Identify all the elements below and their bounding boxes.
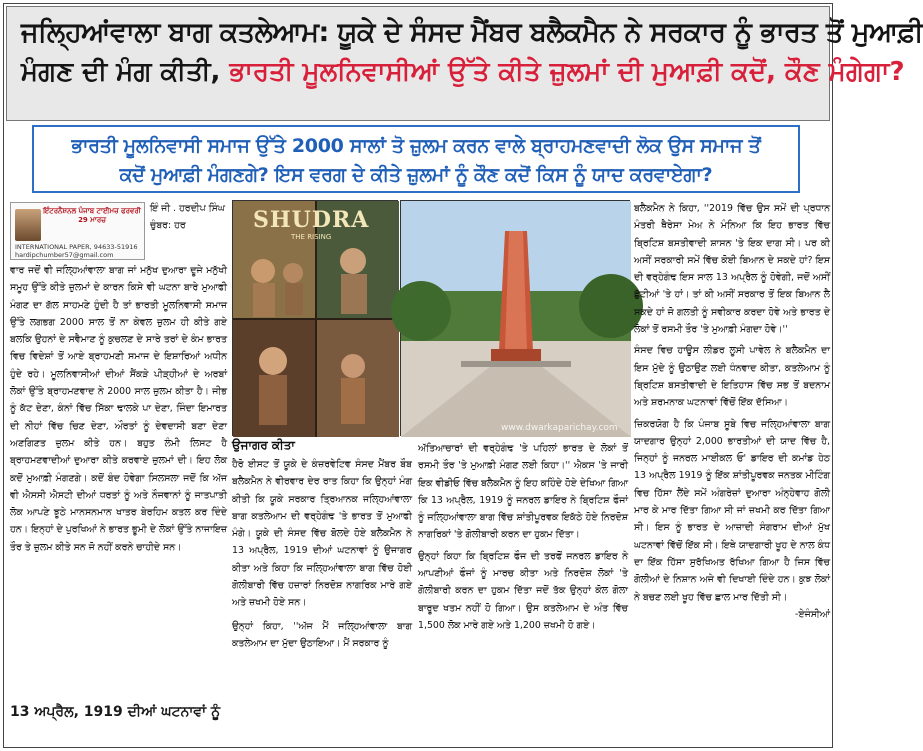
column-2 — [232, 456, 412, 652]
subheading-line1: ਭਾਰਤੀ ਮੂਲਨਿਵਾਸੀ ਸਮਾਜ ਉੱਤੇ 2000 ਸਾਲਾਂ ਤੋ ਜ਼ੁਲਮ ਕਰਨ ਵਾਲੇ ਬ੍ਰਾਹਮਣਵਾਦੀ ਲੋਕ ਉਸ ਸਮਾਜ ਤੋਂ — [71, 135, 761, 157]
column-4 — [634, 200, 830, 623]
column-2-body-2: ਉਨ੍ਹਾਂ ਕਿਹਾ, ''ਅੱਜ ਮੈਂ ਜਲ੍ਹਿਆਂਵਾਲਾ ਬਾਗ ਕਤਲੇਆਮ ਦਾ ਮੁੱਦਾ ਉਠਾਇਆ। ਮੈਂ ਸਰਕਾਰ ਨੂੰ — [232, 620, 412, 649]
column-4-body-3: ਜ਼ਿਕਰਯੋਗ ਹੈ ਕਿ ਪੰਜਾਬ ਸੂਬੇ ਵਿਚ ਜਲ੍ਹਿਆਂਵਾਲਾ ਬਾਗ ਯਾਦਗਾਰ ਉਨ੍ਹਾਂ 2,000 ਭਾਰਤੀਆਂ ਦੀ ਯਾਦ ਵਿੱਚ ਹੈ, ਜਿਨ੍ਹਾਂ ਨੂੰ ਜਨਰਲ ਮਾਈਕਲ ਓ' ਡਾਇਰ ਦੀ ਕਮਾਂਡ ਹੇਠ 13 ਅਪ੍ਰੈਲ 1919 ਨੂੰ ਇੱਕ ਸ਼ਾਂਤੀਪੂਰਵਕ ਜਨਤਕ ਮੀਟਿੰਗ ਵਿਚ ਹਿੱਸਾ ਲੈਂਦੇ ਸਮੇਂ ਅੰਗਰੇਜ਼ਾਂ ਦੁਆਰਾ ਅੰਨ੍ਹੇਵਾਹ ਗੋਲੀ ਮਾਰ ਕੇ ਮਾਰ ਦਿੱਤਾ ਗਿਆ ਸੀ ਜਾਂ ਜ਼ਖਮੀ ਕਰ ਦਿੱਤਾ ਗਿਆ ਸੀ। ਇਸ ਨੂੰ ਭਾਰਤ ਦੇ ਆਜ਼ਾਦੀ ਸੰਗਰਾਮ ਦੀਆਂ ਮੁੱਖ ਘਟਨਾਵਾਂ ਵਿੱਚੋਂ ਇੱਕ ਸੀ। ਇਥੇ ਯਾਦਗਾਰੀ ਖੂਹ ਦੇ ਨਾਲ ਕੰਧ ਦਾ ਇੱਕ ਹਿੱਸਾ ਸੁਰੱਖਿਅਤ ਰੱਖਿਆ ਗਿਆ ਹੈ ਜਿਸ ਵਿੱਚ ਗੋਲੀਆਂ ਦੇ ਨਿਸ਼ਾਨ ਅਜੇ ਵੀ ਦਿਖਾਈ ਦਿੰਦੇ ਹਨ। ਕੁਝ ਲੋਕਾਂ ਨੇ ਬਚਣ ਲਈ ਖੂਹ ਵਿੱਚ ਛਾਲ ਮਾਰ ਦਿੱਤੀ ਸੀ। — [634, 418, 830, 603]
column-4-signoff: -ਏਜੰਸੀਆਂ — [794, 608, 830, 620]
image-caption: ਉਜਾਗਰ ਕੀਤਾ — [232, 438, 295, 452]
memorial-artwork — [401, 201, 631, 437]
headline-line2-red: ਭਾਰਤੀ ਮੂਲਨਿਵਾਸੀਆਂ ਉੱਤੇ ਕੀਤੇ ਜ਼ੁਲਮਾਂ ਦੀ ਮੁਆਫ਼ੀ ਕਦੋਂ, ਕੌਣ ਮੰਗੇਗਾ? — [229, 57, 905, 87]
headline-line1: ਜਲ੍ਹਿਆਂਵਾਲਾ ਬਾਗ ਕਤਲੇਆਮ: ਯੂਕੇ ਦੇ ਸੰਸਦ ਮੈਂਬਰ ਬਲੈਕਮੈਨ ਨੇ ਸਰਕਾਰ ਨੂੰ ਭਾਰਤ ਤੋਂ ਮੁਆਫ਼ੀ — [21, 17, 923, 48]
memorial-photo — [400, 200, 630, 436]
column-4-body-2: ਸੰਸਦ ਵਿਚ ਹਾਊਸ ਲੀਡਰ ਲੂਸੀ ਪਾਵੇਲ ਨੇ ਬਲੈਕਮੈਨ ਦਾ ਇਸ ਮੁੱਦੇ ਨੂੰ ਉਠਾਉਣ ਲਈ ਧੰਨਵਾਦ ਕੀਤਾ, ਕਤਲੇਆਮ ਨੂੰ ਬ੍ਰਿਟਿਸ਼ ਬਸਤੀਵਾਦੀ ਦੇ ਇਤਿਹਾਸ ਵਿੱਚ ਸਭ ਤੋਂ ਬਦਨਾਮ ਅਤੇ ਸ਼ਰਮਨਾਕ ਘਟਨਾਵਾਂ ਵਿੱਚੋਂ ਇੱਕ ਦੱਸਿਆ। — [634, 345, 830, 409]
column-4-body: ਬਲੈਕਮੈਨ ਨੇ ਕਿਹਾ, ''2019 ਵਿੱਚ ਉਸ ਸਮੇਂ ਦੀ ਪ੍ਰਧਾਨ ਮੰਤਰੀ ਥੈਰੇਸਾ ਮੇਅ ਨੇ ਮੰਨਿਆ ਕਿ ਇਹ ਭਾਰਤ ਵਿੱਚ ਬ੍ਰਿਟਿਸ਼ ਬਸਤੀਵਾਦੀ ਸ਼ਾਸਨ 'ਤੇ ਇਕ ਦਾਗ ਸੀ। ਪਰ ਕੀ ਅਸੀਂ ਸਰਕਾਰੀ ਸਮੇਂ ਵਿੱਚ ਕੋਈ ਬਿਆਨ ਦੇ ਸਕਦੇ ਹਾਂ? ਇਸ ਦੀ ਵਰ੍ਹੇਗੰਢ ਇਸ ਸਾਲ 13 ਅਪ੍ਰੈਲ ਨੂੰ ਹੋਵੇਗੀ, ਜਦੋਂ ਅਸੀਂ ਛੁੱਟੀਆਂ 'ਤੇ ਹਾਂ। ਤਾਂ ਕੀ ਅਸੀਂ ਸਰਕਾਰ ਤੋਂ ਇਕ ਬਿਆਨ ਲੈ ਸਕਦੇ ਹਾਂ ਜੋ ਗਲਤੀ ਨੂੰ ਸਵੀਕਾਰ ਕਰਦਾ ਹੋਵੇ ਅਤੇ ਭਾਰਤ ਦੇ ਲੋਕਾਂ ਤੋਂ ਰਸਮੀ ਤੌਰ 'ਤੇ ਮੁਆਫ਼ੀ ਮੰਗਦਾ ਹੋਵੇ।'' — [634, 203, 830, 336]
column-1-footer: 13 ਅਪ੍ਰੈਲ, 1919 ਦੀਆਂ ਘਟਨਾਵਾਂ ਨੂੰ — [10, 704, 221, 720]
byline-phone: INTERNATIONAL PAPER, 94633-51916 — [15, 243, 138, 251]
column-1-body: ਵਾਰ ਜਦੋਂ ਵੀ ਜਲ੍ਹਿਆਂਵਾਲਾ ਬਾਗ ਜਾਂ ਮਨੁੱਖ ਦੁਆਰਾ ਦੂਜੇ ਮਨੁੱਖੀ ਸਮੂਹ ਉੱਤੇ ਕੀਤੇ ਜ਼ੁਲਮਾਂ ਦੇ ਕਾਰਨ ਕਿਸੇ ਵੀ ਘਟਨਾ ਬਾਰੇ ਮੁਆਫੀ ਮੰਗਣ ਦਾ ਗੱਲ ਸਾਹਮਣੇ ਹੁੰਦੀ ਹੈ ਤਾਂ ਭਾਰਤੀ ਮੂਲਨਿਵਾਸੀ ਸਮਾਜ ਉੱਤੇ ਲਗਭਗ 2000 ਸਾਲ ਤੋਂ ਨਾ ਕੇਵਲ ਜ਼ੁਲਮ ਹੀ ਕੀਤੇ ਗਏ ਬਲਕਿ ਉਹਨਾਂ ਦੇ ਸਵੈਮਾਣ ਨੂੰ ਕੁਚਲਣ ਦੇ ਸਾਰੇ ਤਰਾਂ ਦੇ ਕੰਮ ਭਾਰਤ ਵਿਚ ਵਿਦੇਸ਼ਾਂ ਤੋਂ ਆਏ ਬ੍ਰਾਹਮਣੀ ਸਮਾਜ ਦੇ ਇਸ਼ਾਰਿਆਂ ਅਧੀਨ ਹੁੰਦੇ ਰਹੇ। ਮੂਲਨਿਵਾਸੀਆਂ ਦੀਆਂ ਸੈਂਕੜੇ ਪੀੜ੍ਹੀਆਂ ਦੇ ਅਰਬਾਂ ਲੋਕਾਂ ਉੱਤੇ ਬ੍ਰਾਹਮਣਵਾਦ ਨੇ 2000 ਸਾਲ ਜ਼ੁਲਮ ਕੀਤਾ ਹੈ। ਜੀਭ ਨੂੰ ਕੱਟ ਦੇਣਾ, ਕੰਨਾਂ ਵਿੱਚ ਸਿੱਕਾ ਢਾਲਕੇ ਪਾ ਦੇਣਾ, ਜਿੰਦਾ ਇਮਾਰਤ ਦੀ ਨੀਹਾਂ ਵਿੱਚ ਚਿਣ ਦੇਣਾ, ਔਰਤਾਂ ਨੂੰ ਦੇਵਦਾਸੀ ਬਣਾ ਦੇਣਾ ਅਣਗਿਣਤ ਜ਼ੁਲਮ ਕੀਤੇ ਹਨ। ਬਹੁਤ ਲੰਮੀ ਲਿਸਟ ਹੈ ਬ੍ਰਾਹਮਣਵਾਦੀਆਂ ਦੁਆਰਾ ਕੀਤੇ ਕਰਵਾਏ ਜ਼ੁਲਮਾਂ ਦੀ। ਇਹ ਲੋਕ ਕਦੋਂ ਮੁਆਫ਼ੀ ਮੰਗਣਗੇ। ਕਦੋਂ ਬੰਦ ਹੋਵੇਗਾ ਸਿਲਸਲਾ ਜਦੋਂ ਕਿ ਅੱਜ ਵੀ ਐਸਸੀ ਐਸਟੀ ਦੀਆਂ ਧਰਤਾਂ ਨੂੰ ਅਤੇ ਨੌਜਵਾਨਾਂ ਨੂੰ ਜਾਤਪਾਤੀ ਲੋਕ ਆਪਣੇ ਝੂਠੇ ਮਾਨਸਨਮਾਨ ਖਾਤਰ ਬੇਰਹਿਮ ਕਤਲ ਕਰ ਦਿੰਦੇ ਹਨ। ਇਨ੍ਹਾਂ ਦੇ ਪੁਰਖਿਆਂ ਨੇ ਭਾਰਤ ਭੂਮੀ ਦੇ ਲੋਕਾਂ ਉੱਤੇ ਨਾਜਾਇਜ਼ ਤੌਰ ਤੇ ਜ਼ੁਲਮ ਕੀਤੇ ਸਨ ਜੋ ਨਹੀਂ ਕਰਨੇ ਚਾਹੀਦੇ ਸਨ। — [10, 265, 227, 553]
subheading-box — [32, 125, 800, 193]
column-3-body-2: ਉਨ੍ਹਾਂ ਕਿਹਾ ਕਿ ਬ੍ਰਿਟਿਸ਼ ਫੌਜ ਦੀ ਤਰਫੋਂ ਜਨਰਲ ਡਾਇਰ ਨੇ ਆਪਣੀਆਂ ਫੌਜਾਂ ਨੂੰ ਮਾਰਚ ਕੀਤਾ ਅਤੇ ਨਿਰਦੋਸ਼ ਲੋਕਾਂ 'ਤੇ ਗੋਲੀਬਾਰੀ ਕਰਨ ਦਾ ਹੁਕਮ ਦਿੱਤਾ ਜਦੋਂ ਤੱਕ ਉਨ੍ਹਾਂ ਕੋਲ ਗੋਲਾ ਬਾਰੂਦ ਖਤਮ ਨਹੀਂ ਹੋ ਗਿਆ। ਉਸ ਕਤਲੇਆਮ ਦੇ ਅੰਤ ਵਿੱਚ 1,500 ਲੋਕ ਮਾਰੇ ਗਏ ਅਤੇ 1,200 ਜ਼ਖਮੀ ਹੋ ਗਏ। — [418, 550, 628, 631]
byline — [10, 200, 227, 262]
byline-banner: ਇੰਟਰਨੈਸ਼ਨਲ ਪੰਜਾਬ ਟਾਈਮਜ਼ ਫਰਵਰੀ 29 ਮਾਰਚ — [43, 207, 141, 224]
subheading-line2: ਕਦੋਂ ਮੁਆਫ਼ੀ ਮੰਗਣਗੇ? ਇਸ ਵਰਗ ਦੇ ਕੀਤੇ ਜ਼ੁਲਮਾਂ ਨੂੰ ਕੌਣ ਕਦੋਂ ਕਿਸ ਨੂੰ ਯਾਦ ਕਰਵਾਏਗਾ? — [119, 164, 713, 186]
column-1 — [10, 262, 227, 556]
collage-title: SHUDRA — [253, 207, 370, 233]
headline-box — [6, 6, 923, 121]
author-name: ਇੰ ਜੀ . ਹਰਦੀਪ ਸਿੰਘ ਚੁੰਬਰ: ਹਰ — [150, 203, 225, 232]
author-photo — [15, 209, 41, 241]
byline-card — [10, 202, 145, 260]
headline-line2-black: ਮੰਗਣ ਦੀ ਮੰਗ ਕੀਤੀ, — [21, 57, 221, 87]
photo-watermark: www.dwarkaparichay.com — [501, 423, 618, 433]
collage-subtitle: THE RISING — [291, 233, 332, 241]
headline-line2 — [21, 51, 905, 93]
column-2-body: ਹੈਰੋ ਈਸਟ ਤੋਂ ਯੂਕੇ ਦੇ ਕੰਜ਼ਰਵੇਟਿਵ ਸੰਸਦ ਮੈਂਬਰ ਬੌਬ ਬਲੈਕਮੈਨ ਨੇ ਵੀਰਵਾਰ ਦੇਰ ਰਾਤ ਕਿਹਾ ਕਿ ਉਨ੍ਹਾਂ ਮੰਗ ਕੀਤੀ ਕਿ ਯੂਕੇ ਸਰਕਾਰ ਤ੍ਰਿਆਨਕ ਜਲ੍ਹਿਆਂਵਾਲਾ ਬਾਗ ਕਤਲੇਆਮ ਦੀ ਵਰ੍ਹੇਗੰਢ 'ਤੇ ਭਾਰਤ ਤੋਂ ਮੁਆਫੀ ਮੰਗੇ। ਯੂਕੇ ਦੀ ਸੰਸਦ ਵਿੱਚ ਬੋਲਦੇ ਹੋਏ ਬਲੈਕਮੈਨ ਨੇ 13 ਅਪ੍ਰੈਲ, 1919 ਦੀਆਂ ਘਟਨਾਵਾਂ ਨੂੰ ਉਜਾਗਰ ਕੀਤਾ ਅਤੇ ਕਿਹਾ ਕਿ ਜਲ੍ਹਿਆਂਵਾਲਾ ਬਾਗ ਵਿੱਚ ਹੋਈ ਗੋਲੀਬਾਰੀ ਵਿੱਚ ਹਜ਼ਾਰਾਂ ਨਿਰਦੋਸ਼ ਨਾਗਰਿਕ ਮਾਰੇ ਗਏ ਅਤੇ ਜ਼ਖਮੀ ਹੋਏ ਸਨ। — [232, 459, 412, 609]
column-3 — [418, 440, 628, 634]
byline-email: hardipchumber57@gmail.com — [15, 251, 114, 259]
column-3-body: ਅੱਤਿਆਚਾਰਾਂ ਦੀ ਵਰ੍ਹੇਗੰਢ 'ਤੇ ਪਹਿਲਾਂ ਭਾਰਤ ਦੇ ਲੋਕਾਂ ਤੋਂ ਰਸਮੀ ਤੌਰ 'ਤੇ ਮੁਆਫ਼ੀ ਮੰਗਣ ਲਈ ਕਿਹਾ।'' ਐਕਸ 'ਤੇ ਜਾਰੀ ਇਕ ਵੀਡੀਓ ਵਿੱਚ ਬਲੈਕਮੈਨ ਨੂੰ ਇਹ ਕਹਿੰਦੇ ਹੋਏ ਦੇਖਿਆ ਗਿਆ ਕਿ 13 ਅਪ੍ਰੈਲ, 1919 ਨੂੰ ਜਨਰਲ ਡਾਇਰ ਨੇ ਬ੍ਰਿਟਿਸ਼ ਫੌਜਾਂ ਨੂੰ ਜਲ੍ਹਿਆਂਵਾਲਾ ਬਾਗ ਵਿੱਚ ਸ਼ਾਂਤੀਪੂਰਵਕ ਇਕੱਠੇ ਹੋਏ ਨਿਰਦੋਸ਼ ਨਾਗਰਿਕਾਂ 'ਤੇ ਗੋਲੀਬਾਰੀ ਕਰਨ ਦਾ ਹੁਕਮ ਦਿੱਤਾ। — [418, 443, 628, 541]
film-collage-image — [232, 200, 398, 436]
